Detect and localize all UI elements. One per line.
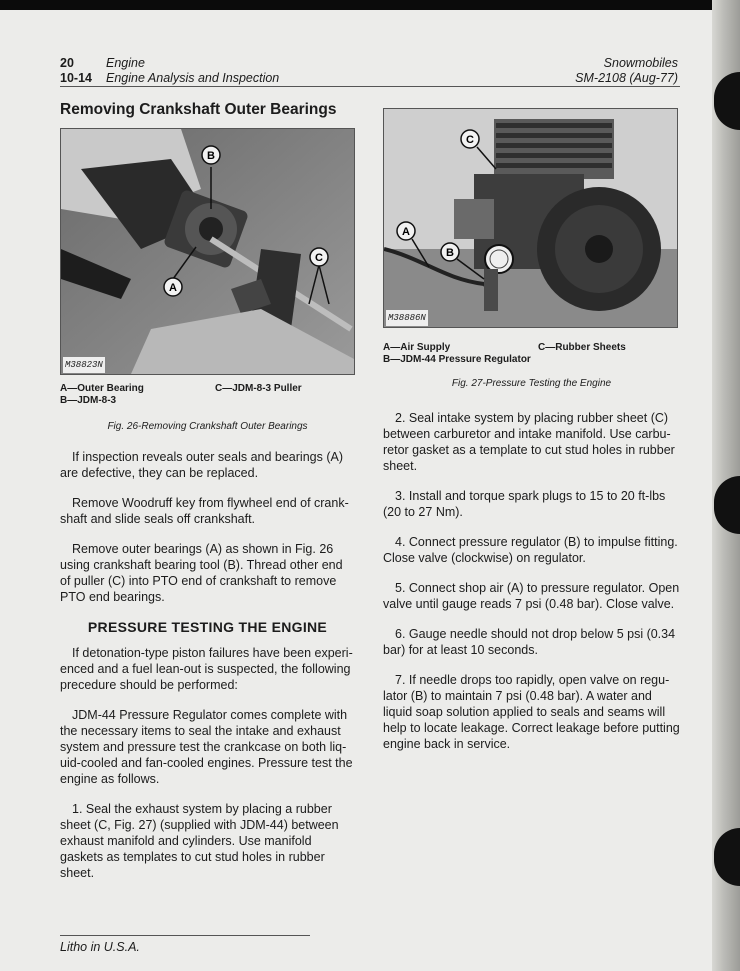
running-head-left [60,56,279,86]
figure-27-photo [383,108,678,328]
figure-26-photo [60,128,355,375]
engine-pressure-test-illustration [384,109,677,327]
paragraph: 1. Seal the exhaust system by placing a rubber sheet (C, Fig. 27) (supplied with JDM-44) between exhaust manifold and cylinders. Use manifold gaskets as templates to cut stud holes in rubber sheet. [60,802,339,880]
paragraph: If detonation-type piston failures have been experi-enced and a fuel lean-out is suspected, the following precedure should be performed: [60,646,353,692]
callout-b: B [446,247,454,259]
legend-item-c: C—JDM-8-3 Puller [215,383,302,394]
step-paragraph: 4. Connect pressure regulator (B) to impulse fitting. Close valve (clockwise) on regulator. [383,535,678,565]
legend-item-b: B—JDM-44 Pressure Regulator [383,354,531,365]
callout-b: B [207,150,215,162]
step-paragraph: 7. If needle drops too rapidly, open valve on regu-lator (B) to maintain 7 psi (0.48 bar). A water and liquid soap solution applied to seals and seams will help to locate leakage. Correct leakage before putting engine back in service. [383,673,680,751]
left-column [60,98,355,895]
paragraph: JDM-44 Pressure Regulator comes complete with the necessary items to seal the intake and exhaust system and pressure test the crankcase on both liq-uid-cooled and fan-cooled engines. Pressure test the engine as follows. [60,708,353,786]
photo-code: M38823N [63,357,105,373]
page-number: 20 [60,56,74,70]
legend-item-b: B—JDM-8-3 [60,395,117,406]
figure-27-caption: Fig. 27-Pressure Testing the Engine [451,378,612,389]
figure-26-caption: Fig. 26-Removing Crankshaft Outer Bearings [107,421,308,432]
callout-c: C [466,134,474,146]
section-number: 10-14 [60,71,92,85]
legend-item-a: A—Outer Bearing [60,383,144,394]
paragraph: If inspection reveals outer seals and bearings (A) are defective, they can be replaced. [60,450,343,480]
photo-code: M38886N [386,310,428,326]
step-paragraph: 5. Connect shop air (A) to pressure regulator. Open valve until gauge reads 7 psi (0.48 bar). Close valve. [383,581,680,611]
crankshaft-puller-illustration [61,129,354,374]
header-rule [60,86,680,87]
legend-item-c: C—Rubber Sheets [538,342,626,353]
section-title: Removing Crankshaft Outer Bearings [60,101,337,118]
step-paragraph: 6. Gauge needle should not drop below 5 psi (0.34 bar) for at least 10 seconds. [383,627,676,657]
manual-code: SM-2108 (Aug-77) [575,71,678,85]
subchapter-title: Engine Analysis and Inspection [106,71,280,85]
paragraph: Remove outer bearings (A) as shown in Fig. 26 using crankshaft bearing tool (B). Thread other end of puller (C) into PTO end of crankshaft to remove PTO end bearings. [60,542,343,604]
right-column [383,98,680,766]
step-paragraph: 3. Install and torque spark plugs to 15 to 20 ft-lbs (20 to 27 Nm). [383,489,666,519]
running-head-right [575,56,678,86]
figure-27-legend [383,342,680,366]
callout-c: C [315,252,323,264]
legend-item-a: A—Air Supply [383,342,451,353]
callout-a: A [169,282,177,294]
page-top-edge [0,0,740,10]
manual-title: Snowmobiles [603,56,678,70]
chapter-title: Engine [106,56,145,70]
figure-26-legend [60,383,355,407]
step-paragraph: 2. Seal intake system by placing rubber sheet (C) between carburetor and intake manifold. Use carbu-retor gasket as a template to cut stud holes in rubber sheet. [383,411,675,473]
paragraph: Remove Woodruff key from flywheel end of crank-shaft and slide seals off crankshaft. [60,496,349,526]
footer-text: Litho in U.S.A. [60,940,140,954]
callout-a: A [402,226,410,238]
footer-rule [60,935,310,936]
subsection-heading: PRESSURE TESTING THE ENGINE [87,619,328,635]
